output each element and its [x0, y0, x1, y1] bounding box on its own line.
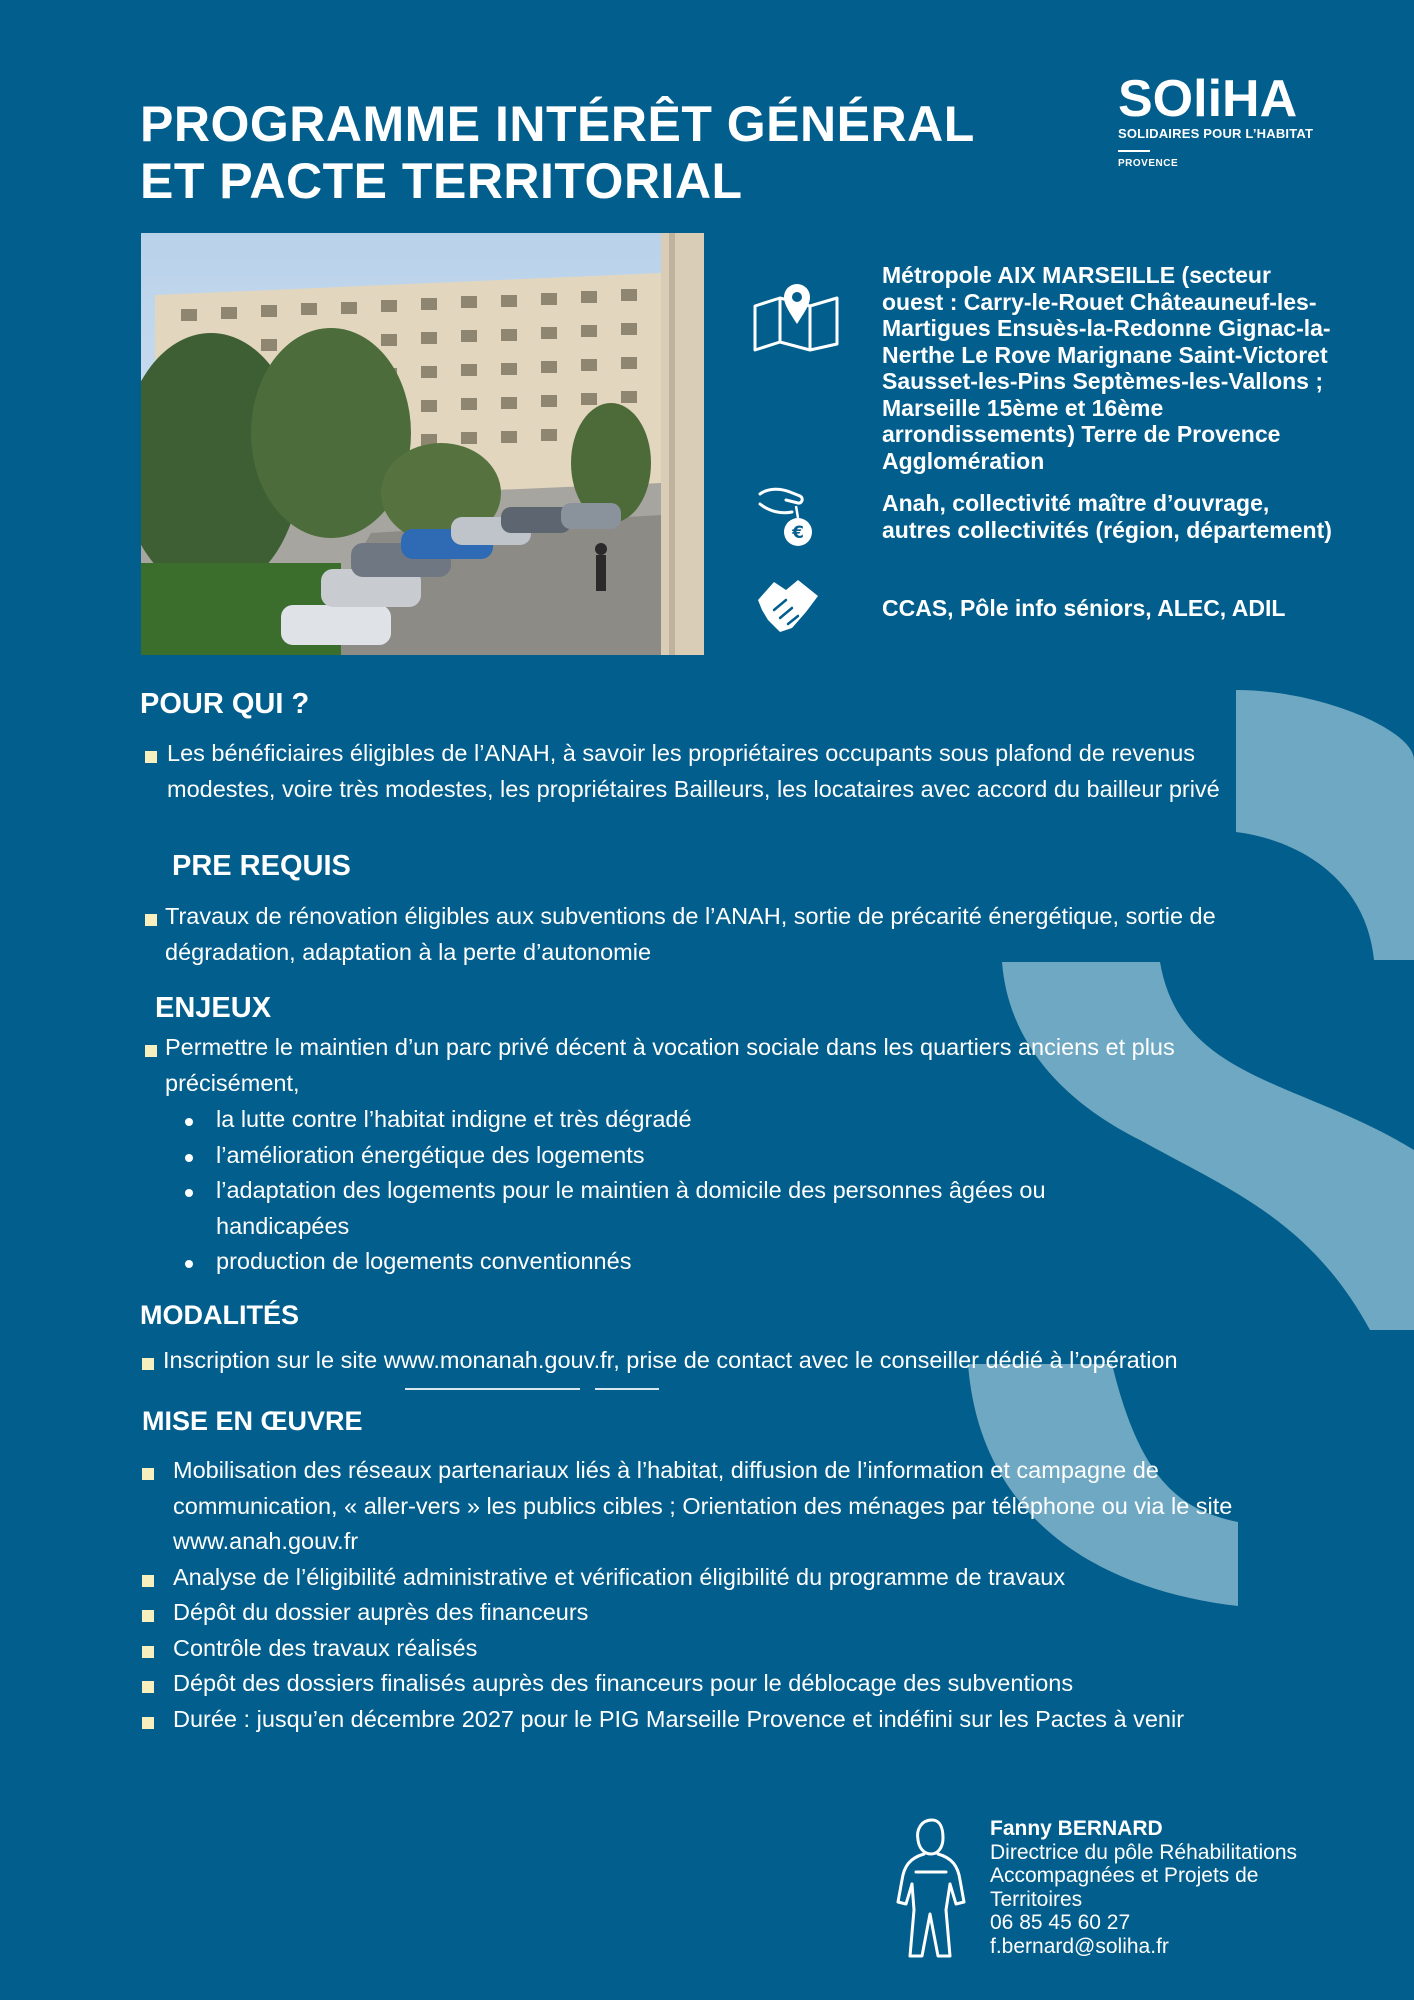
square-bullet-icon	[142, 1717, 154, 1729]
logo-tagline: SOLIDAIRES POUR L’HABITAT	[1118, 126, 1314, 141]
mise-en-oeuvre-item: Mobilisation des réseaux partenariaux liés à l’habitat, diffusion de l’information et campagne de communication, « aller-vers » les publics cibles ; Orientation des ménages par téléphone ou via le site www.anah.gouv.fr	[142, 1453, 1252, 1560]
round-bullet-icon	[185, 1260, 193, 1268]
soliha-logo	[1118, 70, 1328, 169]
contact-email[interactable]: f.bernard@soliha.fr	[990, 1934, 1169, 1958]
square-bullet-icon	[145, 914, 157, 926]
contact-name: Fanny BERNARD	[990, 1817, 1163, 1840]
svg-text:€: €	[792, 523, 804, 543]
modalites-heading: MODALITÉS	[140, 1300, 299, 1330]
monanah-link[interactable]: www.monanah.gouv.fr	[383, 1347, 614, 1373]
mise-en-oeuvre-item: Dépôt des dossiers finalisés auprès des financeurs pour le déblocage des subventions	[142, 1666, 1252, 1702]
contact-phone[interactable]: 06 85 45 60 27	[990, 1911, 1131, 1934]
mise-en-oeuvre-item: Analyse de l’éligibilité administrative et vérification éligibilité du programme de travaux	[142, 1560, 1252, 1596]
logo-divider	[1118, 150, 1150, 152]
round-bullet-icon	[185, 1118, 193, 1126]
square-bullet-icon	[145, 751, 157, 763]
square-bullet-icon	[142, 1610, 154, 1622]
link-underline	[595, 1388, 659, 1390]
territory-text: Métropole AIX MARSEILLE (secteur ouest : Carry-le-Rouet Châteauneuf-les-Martigues Ensuès-la-Redonne Gignac-la-Nerthe Le Rove Marignane Saint-Victoret Sausset-les-Pins Septèmes-les-Vallons ; Marseille 15ème et 16ème arrondissements) Terre de Provence Agglomération	[882, 262, 1331, 474]
link-underline	[405, 1388, 580, 1390]
pre-requis-item: Travaux de rénovation éligibles aux subventions de l’ANAH, sortie de précarité énergétique, sortie de dégradation, adaptation à la perte d’autonomie	[145, 899, 1255, 970]
enjeux-sub-item: production de logements conventionnés	[185, 1244, 1115, 1280]
contact-role: Directrice du pôle Réhabilitations Accompagnées et Projets de Territoires	[990, 1840, 1297, 1911]
square-bullet-icon	[142, 1681, 154, 1693]
enjeux-heading: ENJEUX	[155, 992, 272, 1024]
enjeux-sub-item: l’amélioration énergétique des logements	[185, 1138, 1115, 1174]
pour-qui-heading: POUR QUI ?	[140, 688, 310, 720]
logo-region: PROVENCE	[1118, 158, 1179, 169]
modalites-item: Inscription sur le site www.monanah.gouv.fr, prise de contact avec le conseiller dédié à l’opération	[142, 1343, 1342, 1379]
enjeux-sub-item: la lutte contre l’habitat indigne et très dégradé	[185, 1102, 1115, 1138]
round-bullet-icon	[185, 1189, 193, 1197]
round-bullet-icon	[185, 1154, 193, 1162]
page-title: PROGRAMME INTÉRÊT GÉNÉRAL ET PACTE TERRITORIAL	[140, 96, 975, 209]
enjeux-item: Permettre le maintien d’un parc privé décent à vocation sociale dans les quartiers anciens et plus précisément,	[145, 1030, 1185, 1101]
hand-coin-icon	[752, 484, 822, 548]
decorative-arc-top	[1236, 690, 1414, 960]
pour-qui-item: Les bénéficiaires éligibles de l’ANAH, à savoir les propriétaires occupants sous plafond de revenus modestes, voire très modestes, les propriétaires Bailleurs, les locataires avec accord du bailleur privé	[145, 736, 1255, 807]
building-photo	[141, 233, 704, 655]
handshake-icon	[752, 576, 826, 634]
square-bullet-icon	[142, 1575, 154, 1587]
square-bullet-icon	[145, 1045, 157, 1057]
logo-wordmark: SOliHA	[1118, 70, 1298, 128]
square-bullet-icon	[142, 1468, 154, 1480]
contact-block	[990, 1817, 1340, 1958]
mise-en-oeuvre-item: Contrôle des travaux réalisés	[142, 1631, 1252, 1667]
pre-requis-heading: PRE REQUIS	[172, 850, 351, 882]
mise-en-oeuvre-item: Durée : jusqu’en décembre 2027 pour le PIG Marseille Provence et indéfini sur les Pactes à venir	[142, 1702, 1252, 1738]
map-pin-icon	[752, 280, 842, 352]
mise-en-oeuvre-list	[142, 1453, 1252, 1737]
partners-text: CCAS, Pôle info séniors, ALEC, ADIL	[882, 595, 1286, 621]
enjeux-sub-list	[185, 1102, 1115, 1280]
person-icon	[888, 1814, 972, 1960]
mise-en-oeuvre-heading: MISE EN ŒUVRE	[142, 1406, 363, 1436]
mise-en-oeuvre-item: Dépôt du dossier auprès des financeurs	[142, 1595, 1252, 1631]
square-bullet-icon	[142, 1646, 154, 1658]
square-bullet-icon	[142, 1358, 154, 1370]
enjeux-sub-item: l’adaptation des logements pour le maintien à domicile des personnes âgées ou handicapées	[185, 1173, 1115, 1244]
funders-text: Anah, collectivité maître d’ouvrage, autres collectivités (région, département)	[882, 490, 1332, 543]
